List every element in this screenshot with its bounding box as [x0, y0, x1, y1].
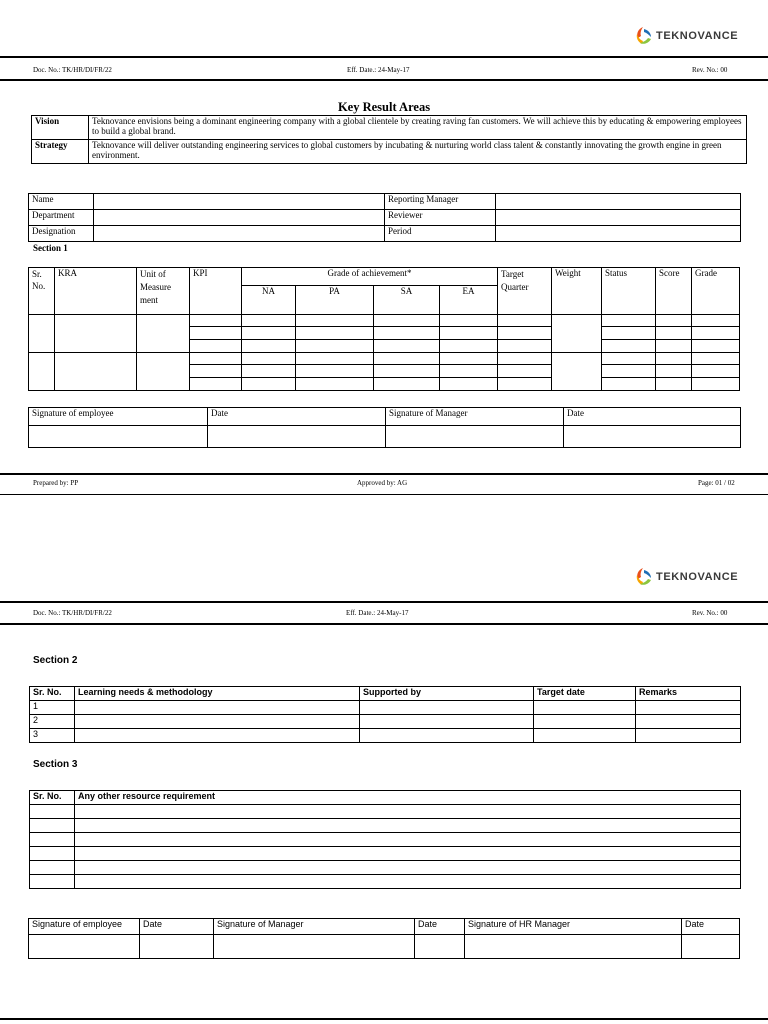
learning-cell[interactable]	[534, 701, 636, 715]
signature-employee-field[interactable]	[29, 426, 208, 448]
learning-cell[interactable]	[534, 729, 636, 743]
kra-cell[interactable]	[498, 315, 552, 327]
section-1-label: Section 1	[33, 243, 68, 253]
kra-cell[interactable]	[656, 340, 692, 353]
header-rule-top	[0, 601, 768, 603]
kra-cell[interactable]	[374, 365, 440, 378]
kra-cell[interactable]	[552, 315, 602, 353]
header-rule-bottom	[0, 79, 768, 81]
department-label: Department	[29, 210, 94, 226]
signature-employee-field[interactable]	[29, 935, 140, 959]
kra-cell[interactable]	[602, 353, 656, 365]
kra-cell[interactable]	[374, 378, 440, 391]
kra-cell[interactable]	[296, 353, 374, 365]
resource-cell[interactable]	[75, 805, 741, 819]
kra-header-ea: EA	[440, 286, 498, 315]
learning-header-remarks: Remarks	[636, 687, 741, 701]
designation-field[interactable]	[94, 226, 385, 242]
signature-date-label: Date	[415, 919, 465, 935]
signature-date-field[interactable]	[208, 426, 386, 448]
period-label: Period	[385, 226, 496, 242]
kra-cell[interactable]	[498, 353, 552, 365]
kra-cell[interactable]	[242, 353, 296, 365]
learning-cell[interactable]	[636, 715, 741, 729]
kra-cell[interactable]	[55, 315, 137, 353]
resource-cell[interactable]	[75, 847, 741, 861]
reviewer-label: Reviewer	[385, 210, 496, 226]
learning-header-sr: Sr. No.	[30, 687, 75, 701]
kra-header-score: Score	[656, 268, 692, 315]
footer-rule-top	[0, 1018, 768, 1020]
kra-cell[interactable]	[602, 365, 656, 378]
kra-header-kpi: KPI	[190, 268, 242, 315]
learning-cell[interactable]	[75, 715, 360, 729]
signature-manager-label: Signature of Manager	[386, 408, 564, 426]
signature-manager-field[interactable]	[386, 426, 564, 448]
prepared-by: Prepared by: PP	[33, 479, 79, 487]
strategy-text: Teknovance will deliver outstanding engineering services to global customers by incubating & nurturing world class talent & constantly innovating the growth engine in green environment.	[89, 140, 747, 164]
learning-cell[interactable]	[75, 729, 360, 743]
resource-cell[interactable]	[75, 861, 741, 875]
kra-cell[interactable]	[190, 327, 242, 340]
kra-cell[interactable]	[440, 365, 498, 378]
teknovance-logo	[634, 26, 738, 46]
signature-manager-field[interactable]	[214, 935, 415, 959]
kra-cell[interactable]	[190, 353, 242, 365]
signature-date-field[interactable]	[140, 935, 214, 959]
kra-cell[interactable]	[374, 327, 440, 340]
learning-row-number: 1	[30, 701, 75, 715]
doc-number: Doc. No.: TK/HR/DI/FR/22	[33, 609, 112, 617]
vision-label: Vision	[32, 116, 89, 140]
signature-employee-label: Signature of employee	[29, 408, 208, 426]
kra-cell[interactable]	[602, 378, 656, 391]
page-title: Key Result Areas	[337, 100, 431, 114]
signature-hr-field[interactable]	[465, 935, 682, 959]
resource-cell[interactable]	[30, 805, 75, 819]
reporting-manager-label: Reporting Manager	[385, 194, 496, 210]
signature-date-label: Date	[564, 408, 741, 426]
resource-header-sr: Sr. No.	[30, 791, 75, 805]
teknovance-logo	[634, 567, 738, 587]
learning-header-supported: Supported by	[360, 687, 534, 701]
kra-cell[interactable]	[55, 353, 137, 391]
kra-header-pa: PA	[296, 286, 374, 315]
teknovance-logo-icon	[634, 26, 652, 46]
resource-cell[interactable]	[30, 833, 75, 847]
kra-cell[interactable]	[440, 378, 498, 391]
doc-number: Doc. No.: TK/HR/DI/FR/22	[33, 66, 112, 74]
kra-cell[interactable]	[190, 365, 242, 378]
learning-cell[interactable]	[75, 701, 360, 715]
kra-cell[interactable]	[692, 315, 740, 327]
kra-cell[interactable]	[137, 315, 190, 353]
footer-rule-top	[0, 473, 768, 475]
kra-header-grade-group: Grade of achievement*	[242, 268, 498, 286]
vision-text: Teknovance envisions being a dominant engineering company with a global clientele by creating raving fan customers. We will achieve this by educating & empowering employees to build a global brand.	[89, 116, 747, 140]
period-field[interactable]	[496, 226, 741, 242]
kra-cell[interactable]	[242, 340, 296, 353]
header-rule-top	[0, 56, 768, 58]
kra-cell[interactable]	[374, 340, 440, 353]
kra-cell[interactable]	[656, 378, 692, 391]
kra-cell[interactable]	[296, 315, 374, 327]
kra-cell[interactable]	[692, 365, 740, 378]
effective-date: Eff. Date.: 24-May-17	[347, 66, 410, 74]
signature-employee-label: Signature of employee	[29, 919, 140, 935]
resource-cell[interactable]	[75, 875, 741, 889]
kra-cell[interactable]	[190, 315, 242, 327]
signature-hr-label: Signature of HR Manager	[465, 919, 682, 935]
kra-header-weight: Weight	[552, 268, 602, 315]
kra-cell[interactable]	[692, 378, 740, 391]
resource-cell[interactable]	[30, 875, 75, 889]
kra-cell[interactable]	[656, 327, 692, 340]
signature-table-page1	[28, 407, 741, 448]
name-label: Name	[29, 194, 94, 210]
signature-table-page2	[28, 918, 740, 959]
kra-cell[interactable]	[296, 327, 374, 340]
learning-header-target-date: Target date	[534, 687, 636, 701]
signature-date-label: Date	[682, 919, 740, 935]
learning-needs-table	[29, 686, 741, 743]
kra-cell[interactable]	[552, 353, 602, 391]
learning-cell[interactable]	[636, 729, 741, 743]
brand-name: TEKNOVANCE	[656, 571, 739, 583]
learning-cell[interactable]	[636, 701, 741, 715]
vision-strategy-table	[31, 115, 747, 164]
approved-by: Approved by: AG	[357, 479, 408, 487]
kra-cell[interactable]	[602, 315, 656, 327]
reviewer-field[interactable]	[496, 210, 741, 226]
resource-cell[interactable]	[30, 819, 75, 833]
reporting-manager-field[interactable]	[496, 194, 741, 210]
brand-name: TEKNOVANCE	[656, 30, 739, 42]
kra-cell[interactable]	[296, 378, 374, 391]
resource-cell[interactable]	[75, 833, 741, 847]
kra-header-status: Status	[602, 268, 656, 315]
kra-header-sa: SA	[374, 286, 440, 315]
resource-cell[interactable]	[30, 861, 75, 875]
kra-cell[interactable]	[190, 378, 242, 391]
kra-header-na: NA	[242, 286, 296, 315]
kra-cell[interactable]	[374, 315, 440, 327]
kra-cell[interactable]	[440, 340, 498, 353]
learning-cell[interactable]	[360, 715, 534, 729]
kra-cell[interactable]	[242, 378, 296, 391]
learning-cell[interactable]	[360, 701, 534, 715]
kra-cell[interactable]	[692, 353, 740, 365]
strategy-label: Strategy	[32, 140, 89, 164]
name-field[interactable]	[94, 194, 385, 210]
kra-cell[interactable]	[242, 327, 296, 340]
kra-cell[interactable]	[498, 327, 552, 340]
kra-cell[interactable]	[242, 365, 296, 378]
kra-cell[interactable]	[692, 327, 740, 340]
kra-cell[interactable]	[296, 340, 374, 353]
department-field[interactable]	[94, 210, 385, 226]
kra-cell[interactable]	[190, 340, 242, 353]
kra-cell[interactable]	[137, 353, 190, 391]
header-rule-bottom	[0, 623, 768, 625]
kra-cell[interactable]	[498, 365, 552, 378]
resource-table	[29, 790, 741, 889]
kra-cell[interactable]	[440, 315, 498, 327]
signature-manager-label: Signature of Manager	[214, 919, 415, 935]
kra-cell[interactable]	[440, 353, 498, 365]
learning-row-number: 2	[30, 715, 75, 729]
signature-date-label: Date	[140, 919, 214, 935]
kra-cell[interactable]	[692, 340, 740, 353]
employee-info-table	[28, 193, 741, 242]
effective-date: Eff. Date.: 24-May-17	[346, 609, 409, 617]
resource-cell[interactable]	[30, 847, 75, 861]
footer-rule-bottom	[0, 494, 768, 495]
kra-header-kra: KRA	[55, 268, 137, 315]
learning-row-number: 3	[30, 729, 75, 743]
section-2-label: Section 2	[33, 655, 78, 666]
kra-cell[interactable]	[498, 378, 552, 391]
kra-header-uom: Unit of Measure ment	[137, 268, 190, 315]
signature-date-field[interactable]	[682, 935, 740, 959]
signature-date-label: Date	[208, 408, 386, 426]
kra-table	[28, 267, 740, 391]
learning-cell[interactable]	[360, 729, 534, 743]
kra-cell[interactable]	[29, 353, 55, 391]
kra-cell[interactable]	[656, 353, 692, 365]
resource-header-requirement: Any other resource requirement	[75, 791, 741, 805]
kra-header-grade: Grade	[692, 268, 740, 315]
teknovance-logo-icon	[634, 567, 652, 587]
revision-number: Rev. No.: 00	[692, 66, 728, 74]
kra-cell[interactable]	[374, 353, 440, 365]
signature-date-field[interactable]	[564, 426, 741, 448]
revision-number: Rev. No.: 00	[692, 609, 728, 617]
kra-cell[interactable]	[29, 315, 55, 353]
kra-cell[interactable]	[656, 365, 692, 378]
designation-label: Designation	[29, 226, 94, 242]
kra-cell[interactable]	[602, 340, 656, 353]
resource-cell[interactable]	[75, 819, 741, 833]
kra-header-sr: Sr. No.	[29, 268, 55, 315]
kra-cell[interactable]	[602, 327, 656, 340]
learning-header-needs: Learning needs & methodology	[75, 687, 360, 701]
kra-header-target: Target Quarter	[498, 268, 552, 315]
kra-cell[interactable]	[296, 365, 374, 378]
page-number: Page: 01 / 02	[698, 479, 735, 487]
section-3-label: Section 3	[33, 759, 78, 770]
kra-cell[interactable]	[440, 327, 498, 340]
learning-cell[interactable]	[534, 715, 636, 729]
signature-date-field[interactable]	[415, 935, 465, 959]
kra-cell[interactable]	[656, 315, 692, 327]
kra-cell[interactable]	[242, 315, 296, 327]
kra-cell[interactable]	[498, 340, 552, 353]
